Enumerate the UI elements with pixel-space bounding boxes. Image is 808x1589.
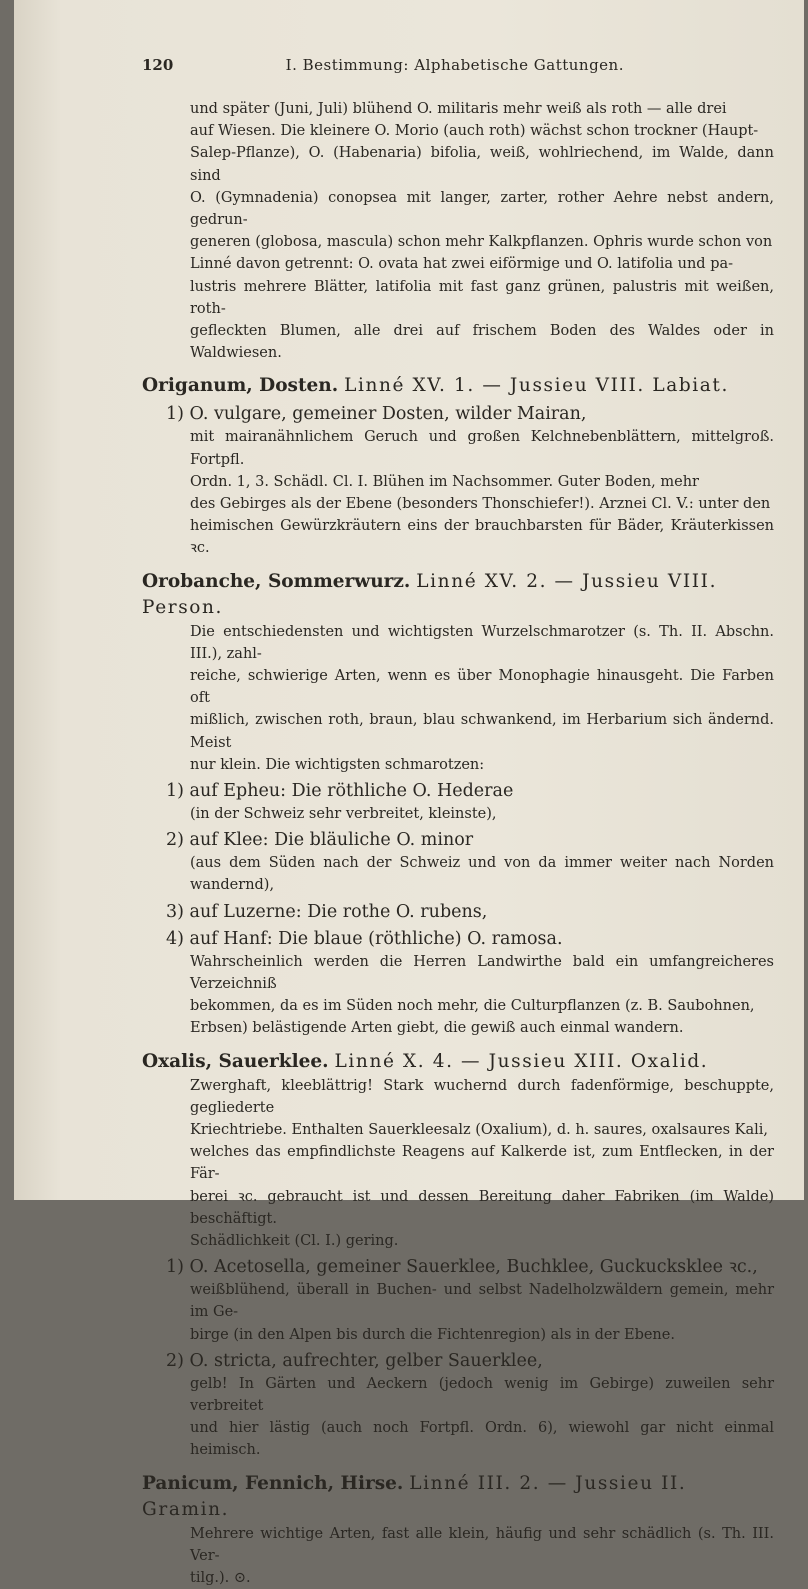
entry-description [142,621,774,776]
species-heading: 1) O. Acetosella, gemeiner Sauerklee, Buchklee, Guckucksklee ꝛc., [166,1257,758,1278]
text-line: Ordn. 1, 3. Schädl. Cl. I. Blühen im Nachsommer. Guter Boden, mehr [190,473,699,490]
running-head [142,56,774,74]
page-content [142,56,774,1589]
entry-heading-orobanche [142,569,774,621]
text-line: Schädlichkeit (Cl. I.) gering. [190,1232,399,1249]
book-page [14,0,804,1586]
text-line: auf Wiesen. Die kleinere O. Morio (auch roth) wächst schon trockner (Haupt- [190,123,759,140]
classification: Linné XV. 1. — Jussieu VIII. Labiat. [344,375,729,397]
text-line: welches das empfindlichste Reagens auf Kalkerde ist, zum Entflecken, in der Fär- [190,1144,774,1183]
host-note: (in der Schweiz sehr verbreitet, kleinste), [190,806,497,823]
species-heading: 2) O. stricta, aufrechter, gelber Sauerklee, [166,1350,543,1371]
text-line: weißblühend, überall in Buchen- und selbst Nadelholzwäldern gemein, mehr im Ge- [190,1282,774,1321]
text-line: nur klein. Die wichtigsten schmarotzen: [190,756,485,773]
closing-paragraph [142,951,774,1040]
text-line: des Gebirges als der Ebene (besonders Thonschiefer!). Arznei Cl. V.: unter den [190,496,771,513]
text-line: Mehrere wichtige Arten, fast alle klein, häufig und sehr schädlich (s. Th. III. Ver- [190,1525,774,1564]
text-line: generen (globosa, mascula) schon mehr Kalkpflanzen. Ophris wurde schon von [190,234,773,251]
text-line: Wahrscheinlich werden die Herren Landwirthe bald ein umfangreicheres Verzeichniß [190,953,774,992]
entry-description [142,1523,774,1589]
species-heading: 1) O. vulgare, gemeiner Dosten, wilder Mairan, [166,404,587,425]
text-line: Erbsen) belästigende Arten giebt, die gewiß auch einmal wandern. [190,1020,684,1037]
text-line: tilg.). ⊙. [190,1569,251,1586]
genus-name: Orobanche, Sommerwurz. [142,570,411,592]
genus-name: Oxalis, Sauerklee. [142,1050,329,1072]
text-line: Salep-Pflanze), O. (Habenaria) bifolia, weiß, wohlriechend, im Walde, dann sind [190,145,774,184]
genus-name: Origanum, Dosten. [142,375,339,397]
text-line: O. (Gymnadenia) conopsea mit langer, zarter, rother Aehre nebst andern, gedrun- [190,189,774,229]
intro-paragraph [142,98,774,364]
genus-name: Panicum, Fennich, Hirse. [142,1472,404,1494]
classification: Linné III. 2. — Jussieu II. Gramin. [142,1472,687,1520]
text-line: mißlich, zwischen roth, braun, blau schwankend, im Herbarium sich ändernd. Meist [190,712,774,751]
host-note: (aus dem Süden nach der Schweiz und von da immer weiter nach Norden wandernd), [190,855,774,894]
species-description [142,1279,774,1346]
text-line: Kriechtriebe. Enthalten Sauerkleesalz (Oxalium), d. h. saures, oxalsaures Kali, [190,1121,769,1138]
running-title: I. Bestimmung: Alphabetische Gattungen. [285,56,624,74]
text-line: lustris mehrere Blätter, latifolia mit fast ganz grünen, palustris mit weißen, roth- [190,278,774,317]
host-item: 4) auf Hanf: Die blaue (röthliche) O. ramosa. [166,928,563,949]
species-description [142,1373,774,1462]
text-line: birge (in den Alpen bis durch die Fichtenregion) als in der Ebene. [190,1326,675,1343]
text-line: mit mairanähnlichem Geruch und großen Kelchnebenblättern, mittelgroß. Fortpfl. [190,429,774,468]
host-item: 1) auf Epheu: Die röthliche O. Hederae [166,781,514,802]
text-line: und später (Juni, Juli) blühend O. militaris mehr weiß als roth — alle drei [190,101,727,117]
text-line: Linné davon getrennt: O. ovata hat zwei eiförmige und O. latifolia und pa- [190,256,734,273]
text-line: berei ꝛc. gebraucht ist und dessen Bereitung daher Fabriken (im Walde) beschäftigt. [190,1188,774,1227]
text-line: Zwerghaft, kleeblättrig! Stark wuchernd durch fadenförmige, beschuppte, gegliederte [190,1077,774,1116]
classification: Linné X. 4. — Jussieu XIII. Oxalid. [334,1050,709,1072]
text-line: gefleckten Blumen, alle drei auf frischem Boden des Waldes oder in Waldwiesen. [190,323,774,362]
text-line: bekommen, da es im Süden noch mehr, die Culturpflanzen (z. B. Saubohnen, [190,998,755,1015]
page-number: 120 [142,56,174,74]
host-item: 2) auf Klee: Die bläuliche O. minor [166,830,474,851]
entry-heading-oxalis [142,1049,774,1075]
species-description [142,426,774,559]
text-line: und hier lästig (auch noch Fortpfl. Ordn. 6), wiewohl gar nicht einmal heimisch. [190,1420,774,1459]
text-line: reiche, schwierige Arten, wenn es über Monophagie hinausgeht. Die Farben oft [190,668,774,707]
entry-heading-origanum [142,373,774,399]
entry-heading-panicum [142,1471,774,1523]
entry-description [142,1075,774,1253]
host-item: 3) auf Luzerne: Die rothe O. rubens, [166,901,488,922]
text-line: heimischen Gewürzkräutern eins der brauchbarsten für Bäder, Kräuterkissen ꝛc. [190,518,774,557]
text-line: Die entschiedensten und wichtigsten Wurzelschmarotzer (s. Th. II. Abschn. III.), zahl- [190,623,774,662]
text-line: gelb! In Gärten und Aeckern (jedoch wenig im Gebirge) zuweilen sehr verbreitet [190,1375,774,1414]
classification: Linné XV. 2. — Jussieu VIII. Person. [142,570,718,618]
